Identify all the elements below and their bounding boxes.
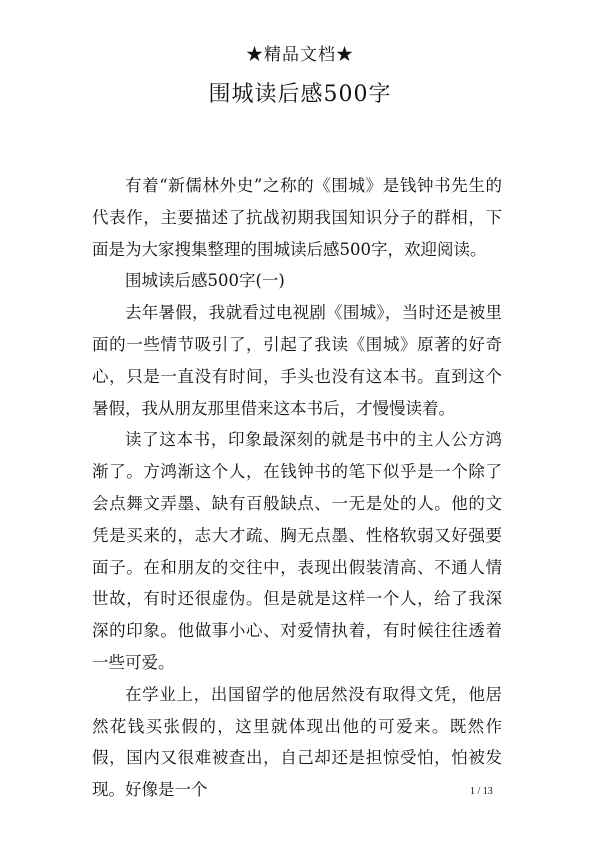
document-body [92,170,502,806]
page-number: 1 / 13 [470,786,493,797]
paragraph-intro: 有着“新儒林外史”之称的《围城》是钱钟书先生的代表作，主要描述了抗战初期我国知识分子的群相，下面是为大家搜集整理的围城读后感500字，欢迎阅读。 [92,176,502,259]
document-header-banner: ★精品文档★ [246,45,354,65]
section-heading: 围城读后感500字(一) [125,271,285,291]
paragraph: 去年暑假，我就看过电视剧《围城》，当时还是被里面的一些情节吸引了，引起了我读《围城》原著的好奇心，只是一直没有时间，手头也没有这本书。直到这个暑假，我从朋友那里借来这本书后，才慢慢读着。 [92,303,502,418]
paragraph: 在学业上，出国留学的他居然没有取得文凭，他居然花钱买张假的，这里就体现出他的可爱来。既然作假，国内又很难被查出，自己却还是担惊受怕，怕被发现。好像是一个 [92,684,502,800]
paragraph: 读了这本书，印象最深刻的就是书中的主人公方鸿渐了。方鸿渐这个人，在钱钟书的笔下似乎是一个除了会点舞文弄墨、缺有百般缺点、一无是处的人。他的文凭是买来的，志大才疏、胸无点墨、性格软弱又好强要面子。在和朋友的交往中，表现出假装清高、不通人情世故，有时还很虚伪。但是就是这样一个人，给了我深深的印象。他做事小心、对爱情执着，有时候往往透着一些可爱。 [92,430,502,672]
document-title: 围城读后感500字 [208,82,392,107]
